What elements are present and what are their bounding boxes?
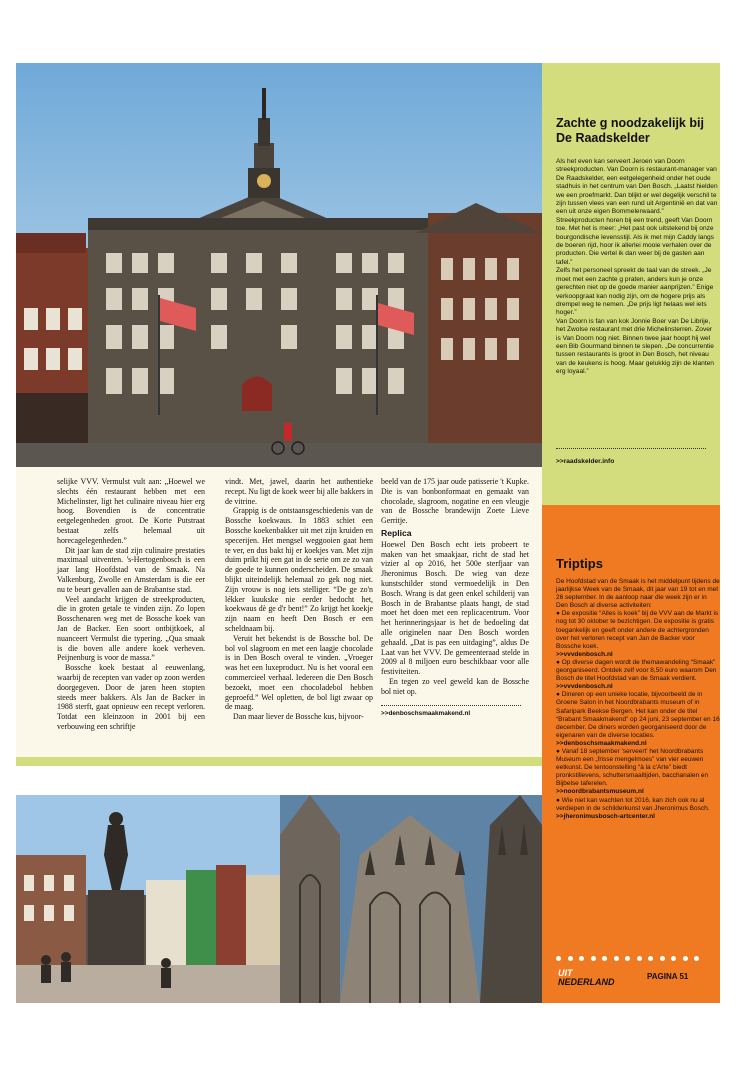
- triptip-item: ● Dineren op een unieke locatie, bijvoorbeeld de in Groene Salon in het Noordbrabants museum of in Safaripark Beekse Bergen. Het kan onder de titel “Brabant Smaakmakend” op 24 juni, 23 september en 16 december. De diners worden georganiseerd door de eigenaren van de diverse locaties.: [556, 691, 720, 739]
- triptip-link[interactable]: >>vvvdenbosch.nl: [556, 683, 613, 691]
- sidebar-raadskelder-title: Zachte g noodzakelijk bij De Raadskelder: [556, 116, 704, 145]
- article-body: [16, 467, 542, 757]
- article-column-1: [57, 477, 205, 732]
- logo-top-text: UIT: [558, 968, 573, 978]
- article-paragraph: vindt. Met, jawel, daarin het authentieke recept. Nu ligt de koek weer bij alle bakkers in de vitrine.: [225, 477, 373, 506]
- sidebar-raadskelder-body: [556, 158, 718, 377]
- article-paragraph: beeld van de 175 jaar oude patisserie 't Kupke. Die is van bonbonformaat en gemaakt van chocolade, slagroom, nogatine en een vleugje van de Bossche brandewijn Zoete Lieve Gerritje.: [381, 477, 529, 526]
- article-paragraph: Veruit het bekendst is de Bossche bol. De bol vol slagroom en met een laagje chocolade is in Den Bosch overal te vinden. „Vroeger was het een luxeproduct. Nu is het vooral een commercieel verhaal. Iedereen die Den Bosch bezoekt, moet een chocoladebol hebben geproefd.” Wel opletten, de bol ligt zwaar op de maag.: [225, 633, 373, 712]
- triptip-link[interactable]: >>noordbrabantsmuseum.nl: [556, 788, 644, 796]
- triptips-intro: De Hoofdstad van de Smaak is het middelpunt tijdens de jaarlijkse Week van de Smaak, dit jaar van 19 tot en met 26 september. In de aanloop naar die week zijn er in Den Bosch al diverse activiteiten:: [556, 578, 720, 610]
- triptips-body: [556, 578, 720, 821]
- article-paragraph: Grappig is de ontstaansgeschiedenis van de Bossche koekwaus. In 1883 schiet een Bossche koekenbakker uit met zijn kruiden en specerijen. Het mengsel weggooien gaat hem te ver, en dus bakt hij er koekjes van. Met zijn duim prikt hij een gat in de serie om ze zo van de goede te kunnen onderscheiden. De smaak blijkt uiteindelijk helemaal zo gek nog niet. Zijn vrouw is nog iets stelliger. “De ge zo'n lékker kuukske nie eerder bedocht het, koekwaus dè ge d'r bent!” Zo krijgt het koekje zijn naam en heeft Den Bosch er een scheldnaam bij.: [225, 506, 373, 633]
- triptips-title: Triptips: [556, 556, 603, 571]
- photo-town-hall: [16, 63, 542, 467]
- sidebar-paragraph: Streekproducten horen bij een trend, geeft Van Doorn toe. Met het is meer: „Het past ook uitstekend bij onze bourgondische levensstijl. Als ik met mijn Caddy langs de boeren rijd, hoor ik allerlei mooie verhalen over de producten. Die vertel ik dan weer bij de gasten aan tafel.”: [556, 216, 714, 266]
- sidebar-raadskelder: [542, 63, 720, 505]
- triptip-item: ● De expositie “Alles is koek” bij de VVV aan de Markt is nog tot 30 oktober te bezichtigen. De expositie is gratis toegankelijk en geeft onder andere de achtergronden over het verloren recept van Jan de Backer voor Bossche koek.: [556, 610, 719, 650]
- article-paragraph: Veel aandacht krijgen de streekproducten, die in groten getale te vinden zijn. Zo lopen Bosschenaren weg met de Bossche koek van Jan de Backer. Een soort ontbijtkoek, al nuanceert Vermulst die typering. „Qua smaak is die boven alle andere koek verheven. Peijnenburg is voor de massa.”: [57, 594, 205, 663]
- triptip-item: ● Wie niet kan wachten tot 2016, kan zich ook nu al verdiepen in de schilderkunst van Jheronimus Bosch.: [556, 796, 710, 812]
- article-paragraph: Bossche koek bestaat al eeuwenlang, waarbij de recepten van vader op zoon werden doorgegeven. Door de jaren heen stopten steeds meer bakkers. Als Jan de Backer in 1988 sterft, gaat opnieuw een recept verloren. Totdat een kleinzoon in 2001 bij een verbouwing een schriftje: [57, 663, 205, 731]
- sidebar-paragraph: Als het even kan serveert Jeroen van Doorn streekproducten. Van Doorn is restaurant-manager van De Raadskelder, een eetgelegenheid onder het oude stadhuis in het centrum van Den Bosch. „Laatst hielden we een proefmarkt. Dan blijkt er wel degelijk verschil te zijn tussen vlees van een rund uit Argentinië en dat van een uit onze eigen Bommelerwaard.”: [556, 158, 718, 216]
- dotted-divider: [381, 705, 521, 706]
- article-paragraph: Hoewel Den Bosch echt iets probeert te maken van het smaakjaar, richt de stad het vizier al op 2016, het 500e sterfjaar van Jheronimus Bosch. De wieg van deze kunstschilder stond vermoedelijk in Den Bosch. Wrang is dat geen enkel schilderij van Bosch in de Brabantse plaats hangt, de stad moet het doen met een replicacentrum. Voor het herinneringsjaar is het de bedoeling dat alle originelen naar Den Bosch worden gehaald. „Dat is pas een uitdaging”, aldus De Laat van het VVV. De gemeenteraad stelde in 2009 al 8 miljoen euro beschikbaar voor alle festiviteiten.: [381, 539, 529, 677]
- triptip-item: ● Op diverse dagen wordt de themawandeling “Smaak” georganiseerd. Ontdek zelf voor 8,50 euro waarom Den Bosch de titel Hoofdstad van de Smaak verdient.: [556, 658, 717, 683]
- sidebar-paragraph: Zelfs het personeel spreekt de taal van de streek. „Je moet met een zachte g praten, anders kun je onze gerechten niet op de goede manier aanprijzen.” Enige verkoopgraat kan nodig zijn, om de hogere prijs als drempel weg te nemen. „De prijs ligt helaas wel iets hoger.”: [556, 267, 714, 317]
- article-paragraph: En tegen zo veel geweld kan de Bossche bol niet op.: [381, 676, 529, 696]
- article-paragraph: Dit jaar kan de stad zijn culinaire prestaties maximaal uitventen. 's-Hertogenbosch is een jaar lang Hoofdstad van de Smaak. Na Valkenburg, Zwolle en Amsterdam is die eer nu te beurt gevallen aan de Brabantse stad.: [57, 545, 205, 594]
- article-column-2: [225, 477, 373, 722]
- sidebar-triptips: [542, 505, 720, 1003]
- triptip-link[interactable]: >>jheronimusbosch-artcenter.nl: [556, 812, 655, 820]
- town-hall-illustration: [16, 63, 542, 467]
- triptip-link[interactable]: >>vvvdenbosch.nl: [556, 650, 613, 658]
- logo-bottom-text: NEDERLAND: [558, 977, 615, 987]
- green-band: [16, 757, 542, 766]
- dotted-divider: [556, 448, 706, 449]
- uit-nederland-logo: [558, 969, 615, 987]
- section-heading-replica: Replica: [381, 527, 412, 538]
- smaakmakend-link[interactable]: >>denboschsmaakmakend.nl: [381, 709, 471, 717]
- raadskelder-link[interactable]: >>raadskelder.info: [556, 458, 615, 465]
- cathedral-illustration: [280, 795, 542, 1003]
- sidebar-paragraph: Van Doorn is fan van kok Jonnie Boer van De Librije, het Zwolse restaurant met drie Michelinsterren. Zover is Van Doorn nog niet. Binnen twee jaar hoopt hij wel een Bib Gourmand binnen te slepen. „De concurrentie tussen restaurants is groot in Den Bosch, het niveau van de keukens is hoog. Maar gelukkig zijn de klanten erg loyaal.”: [556, 317, 714, 376]
- article-paragraph: selijke VVV. Vermulst vult aan: „Hoewel we slechts één restaurant hebben met een Michelinster, ligt het culinaire niveau hier erg hoog. Bovendien is de concentratie eetgelegenheden groot. De Korte Putstraat bestaat zelfs helemaal uit horecagelegenheden.”: [57, 477, 205, 545]
- triptip-item: ● Vanaf 18 september 'serveert' het Noordbrabants Museum een „frisse mengelmoes” van vier eeuwen eetkunst. De tentoonstelling “à la c'Arte” biedt pronkstillevens, schuttersmaaltijden, bacchanalen en Bijbelse taferelen.: [556, 747, 709, 788]
- photo-cathedral: [280, 795, 542, 1003]
- page-number: PAGINA 51: [647, 972, 689, 981]
- photo-statue-square: [16, 795, 280, 1003]
- decorative-dots: [556, 948, 706, 954]
- triptip-link[interactable]: >>denboschsmaakmakend.nl: [556, 739, 647, 747]
- statue-illustration: [16, 795, 280, 1003]
- article-paragraph: Dan maar liever de Bossche kus, bijvoor-: [233, 712, 364, 722]
- article-column-3: [381, 477, 529, 718]
